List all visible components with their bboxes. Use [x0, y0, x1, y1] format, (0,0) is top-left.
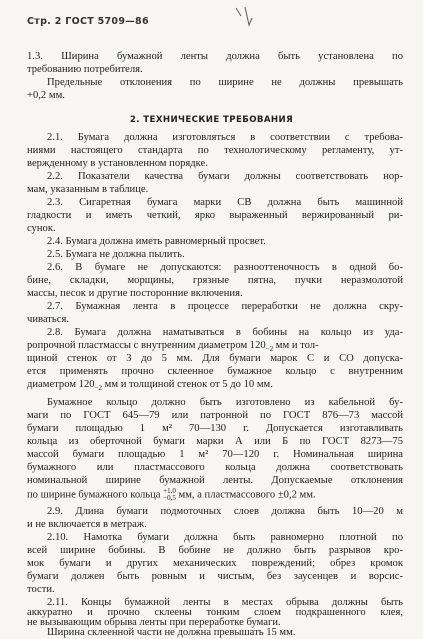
text-line: сунок.	[27, 223, 56, 234]
text-line: 2.8. Бумага должна наматываться в бобины на кольцо из уда-	[47, 327, 403, 338]
section-heading: 2. ТЕХНИЧЕСКИЕ ТРЕБОВАНИЯ	[129, 115, 294, 125]
text-line: массы, песок и другие посторонние включения.	[27, 288, 243, 299]
text-line: +0,2 мм.	[27, 90, 65, 101]
text-line: 2.5. Бумага не должна пылить.	[47, 249, 185, 260]
text-line: требованию потребителя.	[27, 64, 143, 75]
text-line: 1.3. Ширина бумажной ленты должна быть установлена по	[27, 51, 403, 62]
text-line: номинальной ширине бумажной ленты. Допускаемые отклонения	[27, 475, 403, 486]
text-line: не вызывающим обрыва ленты при переработке бумаги.	[27, 617, 281, 628]
text-line: гладкости и иметь четкий, ярко выраженный вержированный ри-	[27, 210, 403, 221]
page-header: Стр. 2 ГОСТ 5709—86	[27, 16, 149, 27]
text-line: Предельные отклонения по ширине не должны превышать	[47, 77, 403, 88]
text-line: щиной стенок от 3 до 5 мм. Для бумаги марок С и СО допуска-	[27, 353, 403, 364]
text-line: 2.7. Бумажная лента в процессе переработки не должна скру-	[47, 301, 403, 312]
text-line: ется применять прочно склеенное бумажное кольцо с внутренним	[27, 366, 403, 377]
text-line: вержденному в установленном порядке.	[27, 158, 208, 169]
text-line: бумаги должен быть ровным и чистым, без заусенцев и ворсис-	[27, 571, 403, 582]
text-line: 2.6. В бумаге не допускаются: разнооттеночность в одной бо-	[47, 262, 403, 273]
text-line: 2.4. Бумага должна иметь равномерный просвет.	[47, 236, 266, 247]
text-line: мам, указанным в таблице.	[27, 184, 149, 195]
text-line: чиваться.	[27, 314, 69, 325]
text-line: всей ширине бобины. В бобине не должно быть разрывов кро-	[27, 545, 403, 556]
text-line: и не включается в метраж.	[27, 519, 147, 530]
text-line: 2.1. Бумага должна изготовляться в соответствии с требова-	[47, 132, 403, 143]
text-line: бумаги площадью 1 м² 70—130 г. Допускается изготавливать	[27, 423, 403, 434]
text-line: бине, складки, морщины, грязные пятна, пучки неразмолотой	[27, 275, 403, 286]
text-line: Ширина склеенной части не должна превышать 15 мм.	[47, 627, 296, 638]
text-line: Бумажное кольцо должно быть изготовлено из кабельной бу-	[47, 397, 403, 408]
text-line: кольца из оберточной бумаги марки А или Б по ГОСТ 8273—75	[27, 436, 403, 447]
handwritten-mark-icon	[233, 5, 259, 29]
text-line: по ширине бумажного кольца +1,0 −0,5 мм, а пластмассового ±0,2 мм.	[27, 487, 316, 502]
text-line: ниями настоящего стандарта по технологическому регламенту, ут-	[27, 145, 403, 156]
text-line: диаметром $120_{-2}$ мм и толщиной стенок от 5 до 10 мм.	[27, 379, 273, 393]
text-line: бумажного или пластмассового кольца должна соответствовать	[27, 462, 403, 473]
text-line: аккуратно и прочно склеены тонким слоем подкрашенного клея,	[27, 607, 403, 618]
text-line: массой бумаги площадью 1 м² 70—120 г. Номинальная ширина	[27, 449, 403, 460]
text-line: ропрочной пластмассы с внутренним диаметром $120_{-2}$ мм и тол-	[27, 340, 319, 354]
text-line: мок бумаги и других механических повреждений; обрез кромок	[27, 558, 403, 569]
text-line: 2.3. Сигаретная бумага марки СВ должна быть машинной	[47, 197, 403, 208]
text-line: 2.10. Намотка бумаги должна быть равномерно плотной по	[47, 532, 403, 543]
text-line: 2.2. Показатели качества бумаги должны соответствовать нор-	[47, 171, 403, 182]
text-line: маги по ГОСТ 645—79 или патронной по ГОСТ 876—73 массой	[27, 410, 403, 421]
text-line: 2.11. Концы бумажной ленты в местах обрыва должны быть	[47, 597, 403, 608]
text-line: тости.	[27, 584, 55, 595]
text-line: 2.9. Длина бумаги подмоточных слоев должна быть 10—20 м	[47, 506, 403, 517]
